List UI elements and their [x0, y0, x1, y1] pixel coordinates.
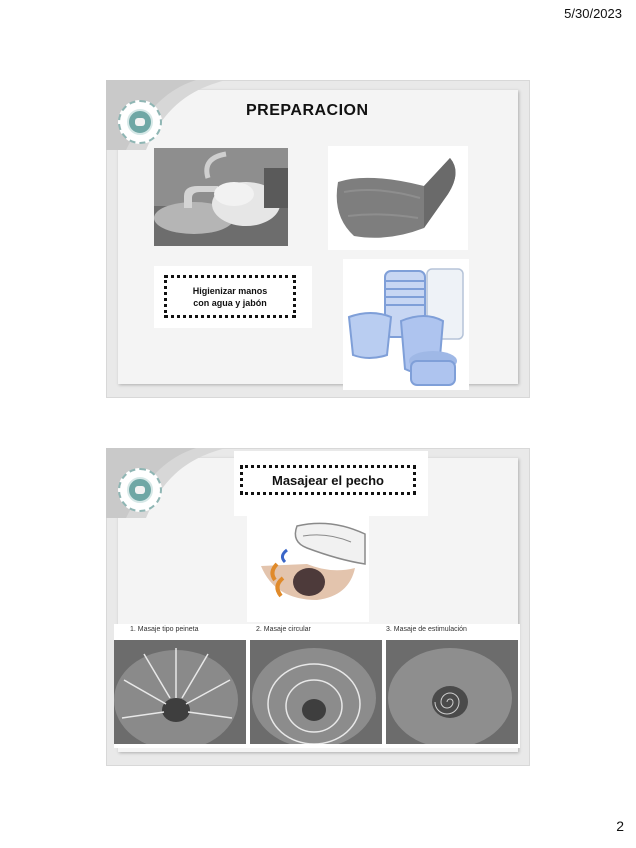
instruction-line-2: con agua y jabón [193, 297, 267, 308]
massage-stimulation-photo [386, 640, 518, 744]
slide-title: Masajear el pecho [240, 465, 416, 495]
instruction-line-1: Higienizar manos [192, 285, 268, 296]
logo-icon [118, 468, 162, 512]
breast-milk-containers-photo [343, 259, 469, 390]
caption-comb: 1. Masaje tipo peineta [130, 626, 199, 633]
breast-massage-illustration [247, 514, 369, 622]
slide-preparacion [106, 80, 530, 398]
hands-washing-photo [154, 148, 288, 246]
massage-techniques-strip [114, 624, 520, 748]
slide-masajear [106, 448, 530, 766]
logo-icon [118, 100, 162, 144]
title-box [234, 451, 428, 516]
page-number: 2 [616, 818, 624, 834]
instruction-textbox [154, 266, 312, 328]
caption-circular: 2. Masaje circular [256, 626, 311, 633]
slide-title: PREPARACION [246, 102, 369, 119]
massage-circular-photo [250, 640, 382, 744]
towel-photo [328, 146, 468, 250]
print-date: 5/30/2023 [564, 6, 622, 21]
massage-comb-photo [114, 640, 246, 744]
caption-stimulation: 3. Masaje de estimulación [386, 626, 467, 633]
